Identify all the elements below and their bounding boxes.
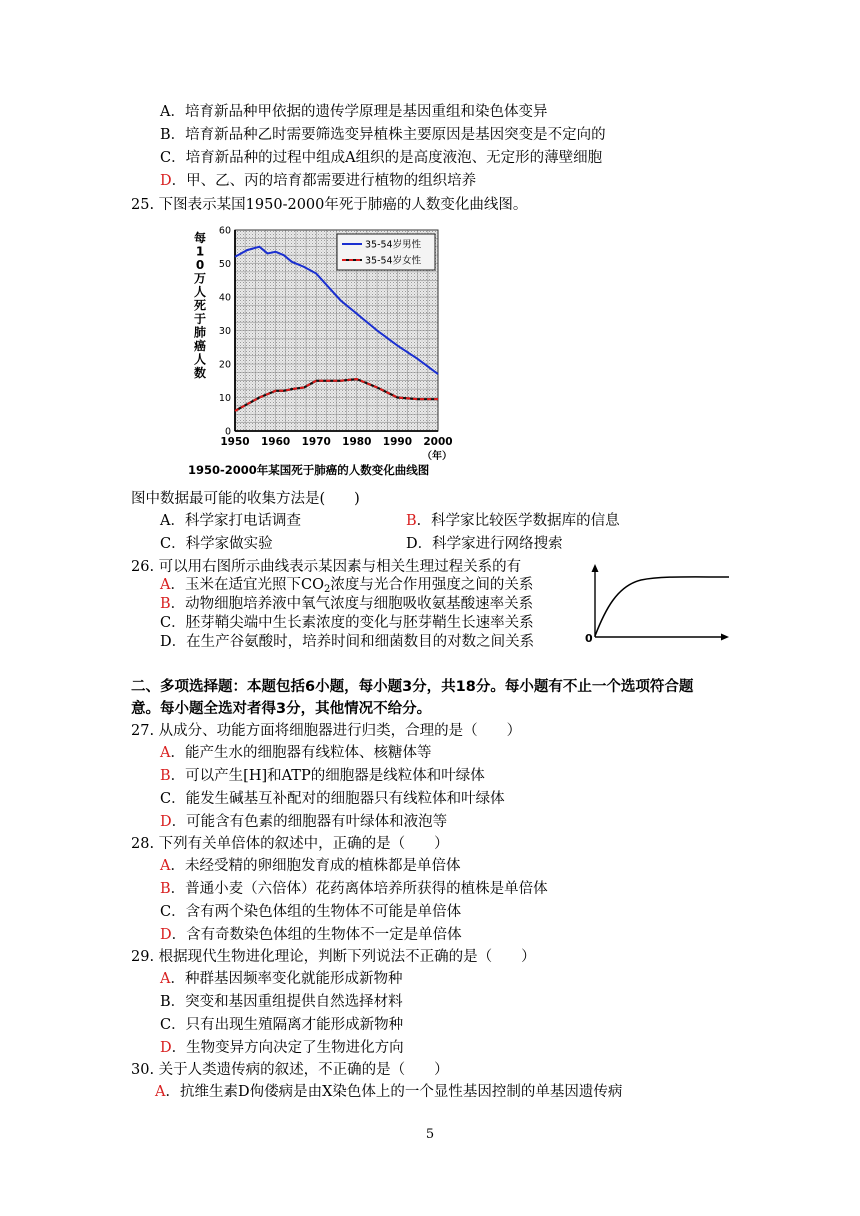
q25-option-b	[406, 511, 620, 531]
section2-heading-line1: 二、多项选择题：本题包括6小题，每小题3分，共18分。每小题有不止一个选项符合题	[131, 679, 694, 695]
option-letter: C	[160, 1017, 172, 1033]
option-letter: A	[155, 1084, 166, 1100]
q29-option-a	[160, 969, 402, 989]
x-tick-label: 1960	[260, 436, 291, 448]
y-axis-label-char: 1	[195, 244, 205, 259]
q30-option-a	[155, 1082, 622, 1102]
x-tick-label: 1970	[301, 436, 331, 448]
y-axis-label-char: 于	[193, 312, 207, 326]
q29-option-d	[160, 1038, 404, 1058]
option-letter: C	[160, 615, 172, 631]
q25-question: 图中数据最可能的收集方法是( )	[131, 491, 360, 507]
chart-title: 1950-2000年某国死于肺癌的人数变化曲线图	[188, 463, 430, 477]
q24-option-a	[160, 102, 547, 122]
option-letter: B	[406, 513, 417, 529]
option-text: ．科学家比较医学数据库的信息	[416, 513, 620, 529]
option-letter: D	[406, 536, 418, 552]
option-text: ．在生产谷氨酸时，培养时间和细菌数目的对数之间关系	[171, 634, 535, 650]
q25-options-row-1	[160, 511, 620, 531]
option-text: ．能产生水的细胞器有线粒体、核糖体等	[170, 745, 432, 761]
q26-option-a	[160, 575, 533, 595]
y-axis-label-char: 人	[193, 352, 207, 367]
option-letter: D	[160, 173, 172, 189]
option-text: ．科学家打电话调查	[170, 513, 301, 529]
option-letter: A	[160, 513, 171, 529]
origin-label: 0	[585, 632, 593, 644]
option-text: ．培育新品种乙时需要筛选变异植株主要原因是基因突变是不定向的	[170, 127, 606, 143]
y-axis-label-char: 死	[193, 298, 207, 313]
q27-option-c	[160, 789, 505, 809]
q29-option-c	[160, 1015, 403, 1035]
option-letter: A	[160, 858, 171, 874]
option-text: ．可能含有色素的细胞器有叶绿体和液泡等	[171, 814, 448, 830]
q25-stem: 25. 下图表示某国1950-2000年死于肺癌的人数变化曲线图。	[131, 197, 528, 213]
q28-option-d	[160, 925, 462, 945]
y-tick-label: 40	[218, 292, 231, 304]
option-letter: B	[160, 768, 171, 784]
q28-option-c	[160, 902, 461, 922]
option-letter: C	[160, 791, 172, 807]
option-text-cont: 浓度与光合作用强度之间的关系	[330, 577, 534, 593]
option-text: ．能发生碱基互补配对的细胞器只有线粒体和叶绿体	[171, 791, 505, 807]
q28-option-b	[160, 879, 548, 899]
option-letter: D	[160, 1040, 172, 1056]
x-tick-labels	[220, 436, 452, 448]
option-letter: C	[160, 150, 172, 166]
lung-cancer-chart	[180, 222, 470, 467]
option-text: ．动物细胞培养液中氧气浓度与细胞吸收氨基酸速率关系	[170, 596, 534, 612]
y-tick-labels	[219, 226, 231, 438]
y-axis-label-char: 万	[193, 271, 207, 286]
option-letter: A	[160, 577, 171, 593]
y-axis-label-char: 癌	[193, 339, 207, 353]
y-axis-label-char: 人	[193, 285, 207, 299]
legend-label: 35-54岁男性	[365, 239, 422, 251]
y-tick-label: 0	[224, 426, 231, 438]
saturation-curve-figure	[583, 562, 733, 644]
q27-option-d	[160, 812, 447, 832]
q26-option-c	[160, 613, 534, 633]
y-tick-label: 50	[218, 259, 231, 270]
option-text: ．未经受精的卵细胞发育成的植株都是单倍体	[170, 858, 461, 874]
chart-legend	[337, 234, 435, 270]
option-text: ．培育新品种甲依据的遗传学原理是基因重组和染色体变异	[170, 104, 548, 120]
y-tick-label: 30	[218, 326, 231, 337]
y-axis-label-char: 数	[193, 366, 207, 380]
option-letter: D	[160, 634, 172, 650]
option-text: ．含有两个染色体组的生物体不可能是单倍体	[171, 904, 462, 920]
x-tick-label: 1990	[382, 436, 413, 448]
option-text: ．培育新品种的过程中组成A组织的是高度液泡、无定形的薄壁细胞	[171, 150, 603, 166]
subscript: 2	[323, 584, 331, 595]
q24-option-d	[160, 171, 476, 191]
option-text: ．普通小麦（六倍体）花药离体培养所获得的植株是单倍体	[170, 881, 548, 897]
option-letter: A	[160, 971, 171, 987]
y-axis-label	[194, 230, 206, 380]
x-tick-label: 2000	[423, 436, 453, 448]
option-letter: C	[160, 536, 172, 552]
option-text: ．抗维生素D佝偻病是由X染色体上的一个显性基因控制的单基因遗传病	[165, 1084, 623, 1100]
q29-stem: 29. 根据现代生物进化理论，判断下列说法不正确的是（ ）	[131, 949, 536, 965]
option-letter: A	[160, 745, 171, 761]
option-text: ．可以产生[H]和ATP的细胞器是线粒体和叶绿体	[170, 768, 485, 784]
option-letter: B	[160, 127, 171, 143]
option-text: ．科学家进行网络搜索	[417, 536, 563, 552]
option-text: ．甲、乙、丙的培育都需要进行植物的组织培养	[171, 173, 477, 189]
q28-option-a	[160, 856, 460, 876]
option-text: ．突变和基因重组提供自然选择材料	[170, 994, 403, 1010]
q27-stem: 27. 从成分、功能方面将细胞器进行归类，合理的是（ ）	[131, 723, 522, 739]
x-axis-unit-label: （年）	[422, 451, 452, 462]
y-axis-label-char: 每	[193, 231, 207, 245]
y-axis-label-char: 0	[195, 258, 205, 272]
y-axis-arrow	[592, 564, 599, 572]
option-letter: B	[160, 994, 171, 1010]
option-text: ．生物变异方向决定了生物进化方向	[171, 1040, 404, 1056]
y-tick-label: 60	[218, 225, 231, 237]
saturation-curve	[595, 577, 729, 636]
q25-option-d	[406, 534, 563, 554]
q26-stem: 26. 可以用右图所示曲线表示某因素与相关生理过程关系的有	[131, 559, 522, 575]
option-text: ．只有出现生殖隔离才能形成新物种	[171, 1017, 404, 1033]
q26-option-b	[160, 594, 533, 614]
option-text: ．种群基因频率变化就能形成新物种	[170, 971, 403, 987]
q24-option-c	[160, 148, 602, 168]
option-letter: D	[160, 927, 172, 943]
q29-option-b	[160, 992, 403, 1012]
option-text: ．科学家做实验	[171, 536, 273, 552]
section2-heading-line2: 意。每小题全选对者得3分，其他情况不给分。	[131, 701, 432, 717]
q28-stem: 28. 下列有关单倍体的叙述中，正确的是（ ）	[131, 836, 449, 852]
q26-option-d	[160, 632, 534, 652]
x-tick-label: 1980	[342, 436, 372, 448]
option-letter: B	[160, 596, 171, 612]
q27-option-a	[160, 743, 431, 763]
x-tick-label: 1950	[220, 436, 250, 448]
option-letter: D	[160, 814, 172, 830]
option-letter: C	[160, 904, 172, 920]
legend-label: 35-54岁女性	[365, 255, 422, 267]
q24-option-b	[160, 125, 606, 145]
y-tick-label: 20	[218, 359, 231, 371]
option-text: ．胚芽鞘尖端中生长素浓度的变化与胚芽鞘生长速率关系	[171, 615, 534, 631]
y-axis-label-char: 肺	[193, 325, 207, 340]
option-letter: A	[160, 104, 171, 120]
option-letter: B	[160, 881, 171, 897]
q25-options-row-2	[160, 534, 563, 554]
option-text: ．玉米在适宜光照下CO	[170, 577, 324, 593]
option-text: ．含有奇数染色体组的生物体不一定是单倍体	[171, 927, 462, 943]
page-number: 5	[425, 1127, 435, 1142]
q27-option-b	[160, 766, 485, 786]
q30-stem: 30. 关于人类遗传病的叙述，不正确的是（ ）	[131, 1062, 449, 1078]
x-axis-arrow	[721, 634, 729, 641]
y-tick-label: 10	[218, 393, 231, 404]
